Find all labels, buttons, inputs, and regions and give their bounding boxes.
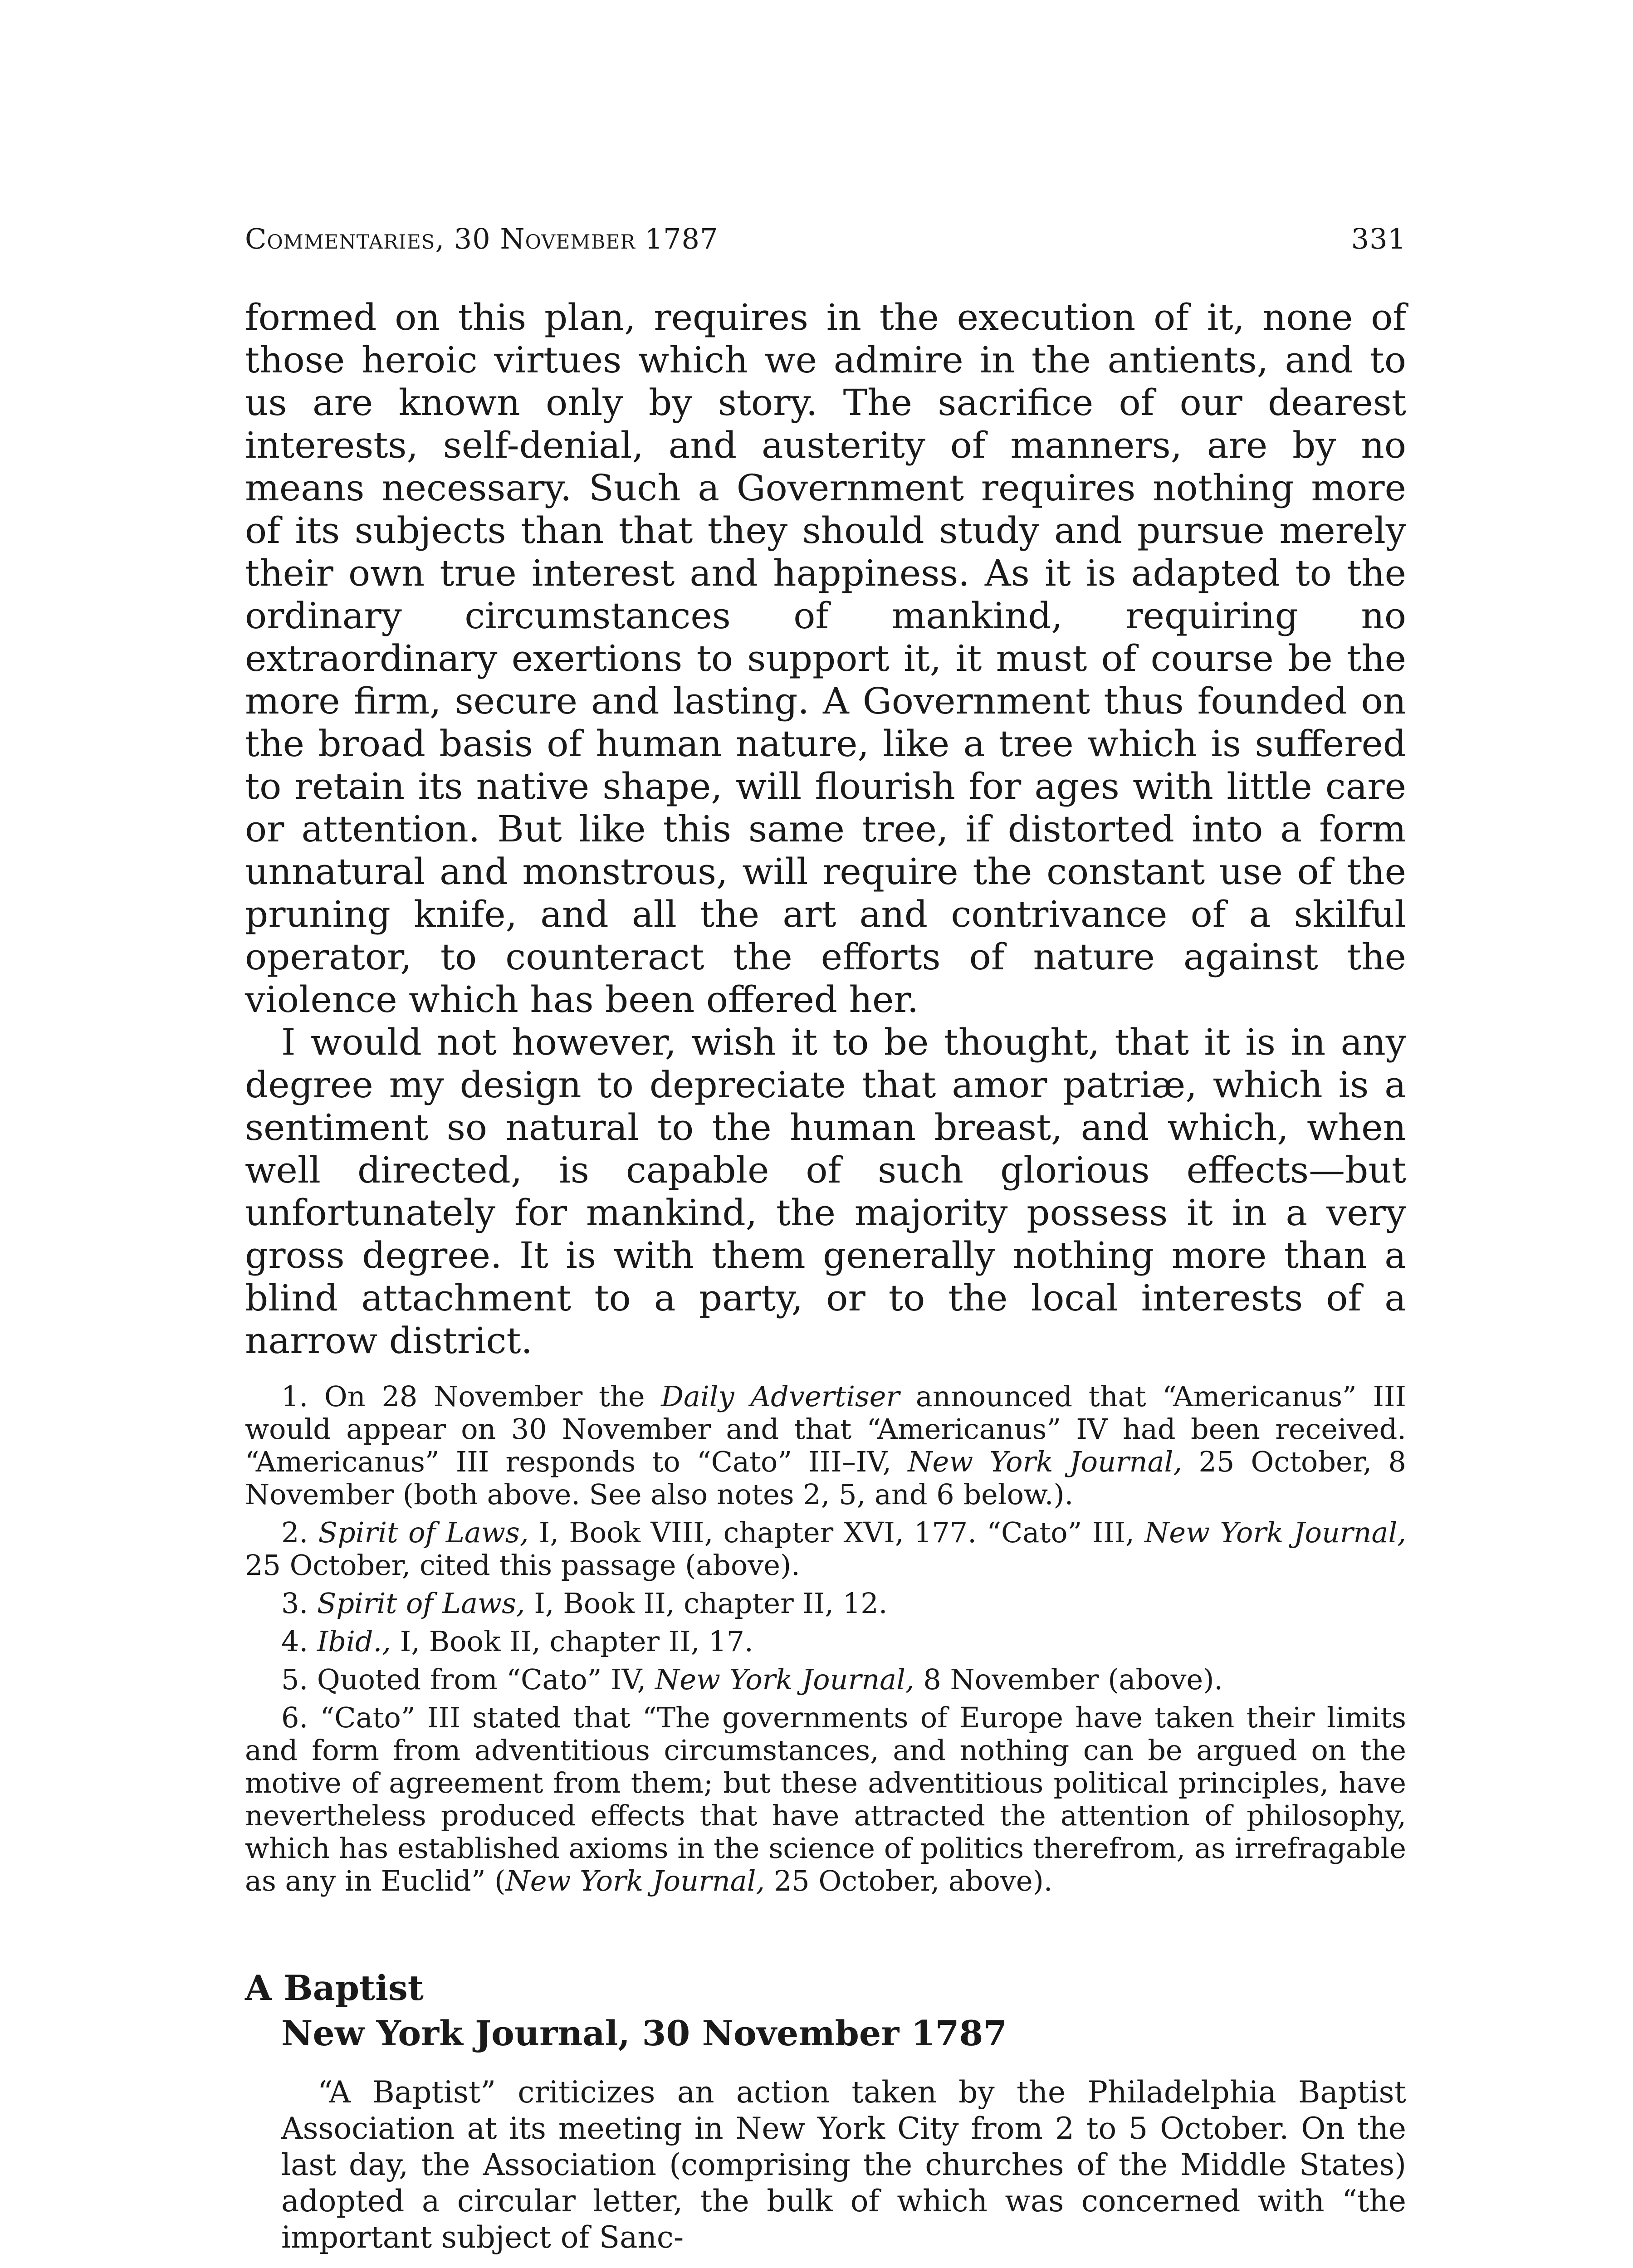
document-page — [245, 222, 1406, 2256]
footnote-5: 5. Quoted from “Cato” IV, New York Journal, 8 November (above). — [281, 1663, 1223, 1696]
running-title: Commentaries, 30 November 1787 — [245, 222, 719, 255]
page-number: 331 — [1351, 222, 1406, 255]
baptist-section — [245, 1965, 1406, 2256]
section-subheading: New York Journal, 30 November 1787 — [281, 2013, 1007, 2053]
footnote-6: 6. “Cato” III stated that “The governments of Europe have taken their limits and form from adventitious circumstances, and nothing can be argued on the motive of agreement from them; but these adventitious political principles, have nevertheless produced effects that have attracted the attention of philosophy, which has established axioms in the science of politics therefrom, as irrefragable as any in Euclid” (New York Journal, 25 October, above). — [245, 1701, 1406, 1897]
footnote-2: 2. Spirit of Laws, I, Book VIII, chapter XVI, 177. “Cato” III, New York Journal, 25 October, cited this passage (above). — [245, 1516, 1406, 1582]
footnotes — [245, 1380, 1406, 1897]
body-paragraph: formed on this plan, requires in the execution of it, none of those heroic virtues which we admire in the antients, and to us are known only by story. The sacrifice of our dearest interests, self-denial, and austerity of manners, are by no means necessary. Such a Government requires nothing more of its subjects than that they should study and pursue merely their own true interest and happiness. As it is adapted to the ordinary circumstances of mankind, requiring no extraordinary exertions to support it, it must of course be the more firm, secure and lasting. A Government thus founded on the broad basis of human nature, like a tree which is suffered to retain its native shape, will flourish for ages with little care or attention. But like this same tree, if distorted into a form unnatural and monstrous, will require the constant use of the pruning knife, and all the art and contrivance of a skilful operator, to counteract the efforts of nature against the violence which has been offered her. — [245, 296, 1406, 1021]
body-paragraph: I would not however, wish it to be thought, that it is in any degree my design to depreciate that amor patriæ, which is a sentiment so natural to the human breast, and which, when well directed, is capable of such glorious effects—but unfortunately for mankind, the majority possess it in a very gross degree. It is with them generally nothing more than a blind attachment to a party, or to the local interests of a narrow district. — [245, 1021, 1406, 1362]
footnote-3: 3. Spirit of Laws, I, Book II, chapter II, 12. — [281, 1587, 888, 1620]
footnote-1: 1. On 28 November the Daily Advertiser announced that “Americanus” III would appear on 30 November and that “Americanus” IV had been received. “Americanus” III responds to “Cato” III–IV, New York Journal, 25 October, 8 November (both above. See also notes 2, 5, and 6 below.). — [245, 1380, 1407, 1511]
section-heading: A Baptist — [245, 1968, 424, 2008]
footnote-4: 4. Ibid., I, Book II, chapter II, 17. — [281, 1625, 753, 1658]
body-text — [245, 296, 1406, 1362]
running-header — [245, 222, 1406, 255]
section-intro: “A Baptist” criticizes an action taken by the Philadelphia Baptist Association at its meeting in New York City from 2 to 5 October. On the last day, the Association (comprising the churches of the Middle States) adopted a circular letter, the bulk of which was concerned with “the important subject of Sanc- — [281, 2075, 1406, 2255]
